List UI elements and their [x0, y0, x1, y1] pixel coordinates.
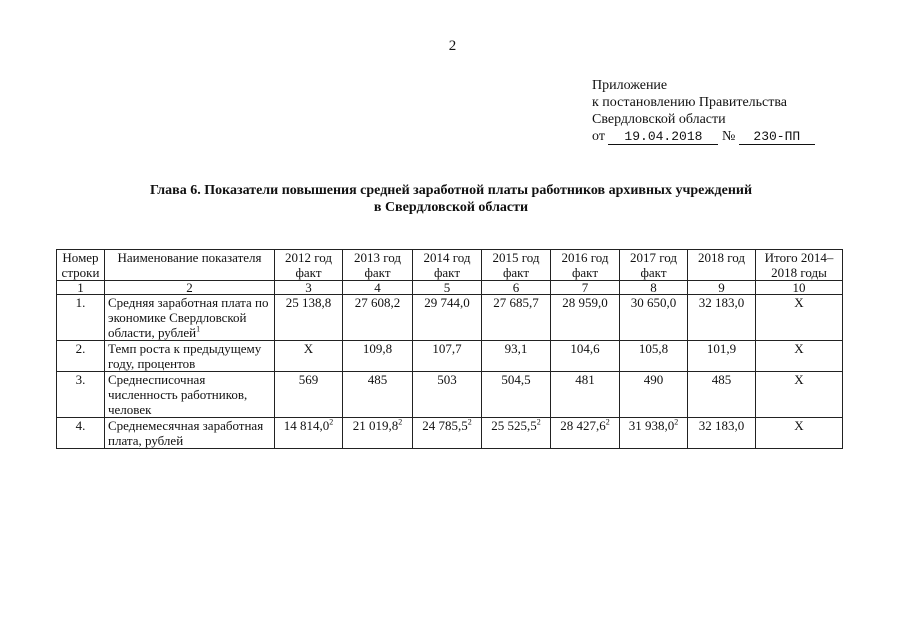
value-cell	[343, 418, 413, 449]
row-number-cell: 2.	[57, 341, 105, 372]
value-cell	[413, 295, 482, 341]
header-2012: 2012 год факт	[275, 250, 343, 281]
value-text: 25 525,5	[491, 418, 537, 433]
value-cell	[688, 341, 756, 372]
header-2016: 2016 год факт	[551, 250, 620, 281]
value-text: 27 608,2	[354, 295, 401, 310]
decree-date: 19.04.2018	[608, 129, 718, 145]
value-text: 32 183,0	[698, 295, 745, 310]
table-row	[57, 341, 843, 372]
value-cell	[551, 341, 620, 372]
value-text: 31 938,0	[628, 418, 675, 433]
value-text: 101,9	[706, 341, 737, 356]
value-cell	[413, 418, 482, 449]
value-text: X	[303, 341, 314, 356]
footnote-marker: 2	[467, 417, 472, 427]
chapter-heading	[60, 182, 842, 216]
value-cell	[551, 418, 620, 449]
column-number-cell: 9	[688, 281, 756, 295]
value-text: 28 959,0	[562, 295, 608, 310]
header-2018: 2018 год	[688, 250, 756, 281]
value-text: 503	[437, 372, 457, 387]
value-text: 29 744,0	[424, 295, 470, 310]
value-text: 107,7	[432, 341, 462, 356]
appendix-decree-line: к постановлению Правительства	[592, 95, 788, 110]
value-text: 32 183,0	[698, 418, 745, 433]
value-cell	[551, 295, 620, 341]
value-text: 93,1	[504, 341, 528, 356]
header-2015: 2015 год факт	[482, 250, 551, 281]
value-text: 485	[711, 372, 732, 387]
column-number-cell: 5	[413, 281, 482, 295]
header-2014: 2014 год факт	[413, 250, 482, 281]
appendix-date-number-line	[592, 128, 892, 145]
column-number-cell: 6	[482, 281, 551, 295]
value-cell	[343, 341, 413, 372]
value-cell	[482, 341, 551, 372]
value-text: X	[794, 418, 804, 433]
footnote-marker: 2	[329, 417, 334, 427]
value-text: 105,8	[638, 341, 669, 356]
value-cell	[343, 372, 413, 418]
value-text: 481	[575, 372, 595, 387]
chapter-heading-line1: Глава 6. Показатели повышения средней заработной платы работников архивных учреждений	[149, 183, 753, 198]
value-cell	[756, 341, 843, 372]
appendix-region-line: Свердловской области	[592, 112, 726, 127]
value-text: 569	[298, 372, 319, 387]
value-cell	[756, 418, 843, 449]
row-number-cell: 1.	[57, 295, 105, 341]
column-number-cell: 7	[551, 281, 620, 295]
indicator-name: Среднемесячная заработная плата, рублей	[108, 418, 264, 448]
number-label: №	[721, 129, 736, 144]
column-number-cell: 1	[57, 281, 105, 295]
header-row-number: Номер строки	[57, 250, 105, 281]
salary-indicators-table	[56, 249, 843, 449]
table-row	[57, 418, 843, 449]
row-number-cell: 3.	[57, 372, 105, 418]
value-cell	[482, 295, 551, 341]
footnote-marker: 2	[536, 417, 541, 427]
header-total: Итого 2014–2018 годы	[756, 250, 843, 281]
header-2013: 2013 год факт	[343, 250, 413, 281]
indicator-name-cell	[105, 418, 275, 449]
value-text: 25 138,8	[285, 295, 332, 310]
appendix-block	[592, 77, 892, 145]
value-text: 109,8	[362, 341, 393, 356]
header-indicator-name: Наименование показателя	[105, 250, 275, 281]
table-row	[57, 295, 843, 341]
header-2017: 2017 год факт	[620, 250, 688, 281]
value-cell	[551, 372, 620, 418]
value-cell	[756, 295, 843, 341]
value-cell	[620, 295, 688, 341]
footnote-marker: 2	[398, 417, 403, 427]
value-text: 504,5	[501, 372, 531, 387]
value-text: 104,6	[570, 341, 600, 356]
value-text: 27 685,7	[493, 295, 539, 310]
value-cell	[620, 372, 688, 418]
footnote-marker: 2	[674, 417, 679, 427]
value-text: 490	[643, 372, 664, 387]
value-cell	[275, 295, 343, 341]
column-number-cell: 4	[343, 281, 413, 295]
value-text: 21 019,8	[352, 418, 399, 433]
indicator-name: Темп роста к предыдущему году, процентов	[108, 341, 262, 371]
value-cell	[620, 341, 688, 372]
value-cell	[275, 418, 343, 449]
column-number-cell: 10	[756, 281, 843, 295]
appendix-title: Приложение	[592, 78, 668, 93]
value-cell	[688, 372, 756, 418]
column-number-cell: 8	[620, 281, 688, 295]
value-text: 14 814,0	[283, 418, 330, 433]
indicator-name-cell	[105, 295, 275, 341]
column-numbers-row	[57, 281, 843, 295]
table-row	[57, 372, 843, 418]
indicator-name-cell	[105, 341, 275, 372]
value-text: 30 650,0	[630, 295, 677, 310]
value-cell	[482, 372, 551, 418]
value-text: 28 427,6	[560, 418, 606, 433]
column-number-cell: 3	[275, 281, 343, 295]
indicator-name: Среднесписочная численность работников, человек	[108, 372, 248, 417]
footnote-marker: 1	[196, 324, 201, 334]
from-label: от	[592, 129, 605, 144]
value-cell	[275, 341, 343, 372]
value-cell	[343, 295, 413, 341]
decree-number: 230-ПП	[739, 129, 815, 145]
footnote-marker: 2	[605, 417, 610, 427]
column-number-cell: 2	[105, 281, 275, 295]
value-cell	[756, 372, 843, 418]
value-cell	[275, 372, 343, 418]
value-text: X	[794, 341, 804, 356]
value-text: X	[794, 372, 804, 387]
row-number-cell: 4.	[57, 418, 105, 449]
chapter-heading-line2: в Свердловской области	[373, 200, 529, 215]
value-text: X	[794, 295, 804, 310]
value-cell	[620, 418, 688, 449]
table-header-row	[57, 250, 843, 281]
indicator-name: Средняя заработная плата по экономике Свердловской области, рублей	[108, 295, 269, 340]
value-cell	[688, 418, 756, 449]
value-cell	[688, 295, 756, 341]
value-cell	[413, 372, 482, 418]
value-cell	[482, 418, 551, 449]
value-text: 24 785,5	[422, 418, 468, 433]
indicator-name-cell	[105, 372, 275, 418]
value-cell	[413, 341, 482, 372]
value-text: 485	[367, 372, 388, 387]
page-number: 2	[448, 38, 457, 54]
